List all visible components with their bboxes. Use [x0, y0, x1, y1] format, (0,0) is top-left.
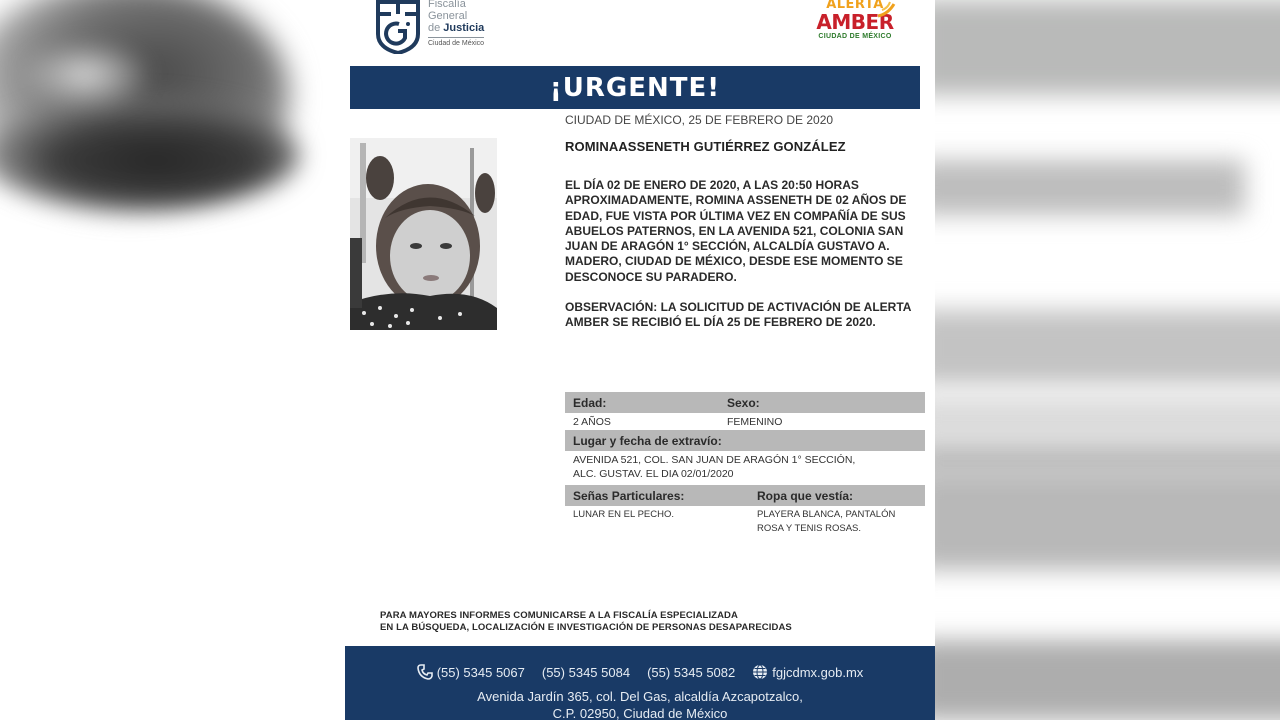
details-header-row: [565, 392, 925, 413]
place-label: Lugar y fecha de extravío:: [573, 433, 722, 448]
phone-number-3[interactable]: (55) 5345 5082: [647, 664, 736, 680]
amber-logo-middle: AMBER: [816, 10, 894, 34]
marks-header-row: [565, 485, 925, 506]
phone-icon: [417, 664, 433, 680]
phone-number-1[interactable]: (55) 5345 5067: [436, 664, 525, 680]
fgj-logo-line2: General: [428, 10, 468, 22]
missing-person-name: ROMINAASSENETH GUTIÉRREZ GONZÁLEZ: [565, 139, 846, 154]
marks-value: LUNAR EN EL PECHO.: [573, 509, 675, 520]
age-value: 2 AÑOS: [573, 415, 611, 428]
info-note: [380, 610, 792, 634]
dateline: CIUDAD DE MÉXICO, 25 DE FEBRERO DE 2020: [565, 113, 834, 127]
address: [345, 688, 935, 720]
marks-label: Señas Particulares:: [573, 488, 685, 503]
urgent-banner: [350, 66, 920, 109]
age-label: Edad:: [573, 395, 607, 410]
amber-logo-top: ALERTA: [826, 0, 884, 12]
sex-value: FEMENINO: [727, 415, 783, 428]
clothes-line1: PLAYERA BLANCA, PANTALÓN: [757, 509, 896, 520]
globe-icon: [752, 664, 768, 680]
phone-number-2[interactable]: (55) 5345 5084: [541, 664, 631, 680]
observation-paragraph: OBSERVACIÓN: LA SOLICITUD DE ACTIVACIÓN DE ALERTA AMBER SE RECIBIÓ EL DÍA 25 DE FEBRERO DE 2020.: [565, 300, 912, 330]
place-line2: ALC. GUSTAV. EL DIA 02/01/2020: [573, 468, 734, 480]
amber-swoosh-icon: [876, 0, 896, 18]
marks-value-row: [565, 506, 925, 536]
fgj-logo-city: Ciudad de México: [428, 37, 484, 48]
info-note-line1: PARA MAYORES INFORMES COMUNICARSE A LA FISCALÍA ESPECIALIZADA: [380, 610, 738, 621]
fgj-logo-line3-prefix: de: [428, 22, 444, 34]
contact-footer: [345, 646, 935, 720]
place-value: [565, 451, 925, 485]
details-value-row: [565, 413, 925, 430]
contact-row: [345, 664, 935, 680]
place-line1: AVENIDA 521, COL. SAN JUAN DE ARAGÓN 1° SECCIÓN,: [573, 454, 856, 466]
blurred-background-left: [0, 0, 345, 720]
urgent-banner-text: ¡URGENTE!: [549, 72, 721, 103]
fgj-logo-line1: Fiscalía: [428, 0, 466, 10]
missing-person-photo: [350, 138, 497, 330]
address-line1: Avenida Jardín 365, col. Del Gas, alcaldía Azcapotzalco,: [477, 689, 803, 704]
details-table: [565, 392, 925, 536]
clothes-line2: ROSA Y TENIS ROSAS.: [757, 523, 862, 534]
blurred-background-right: [935, 0, 1280, 720]
fgj-logo-line3-strong: Justicia: [443, 22, 485, 34]
sex-label: Sexo:: [727, 395, 760, 410]
fgj-logo: [375, 0, 484, 54]
place-header-row: [565, 430, 925, 451]
amber-alert-poster: [345, 0, 935, 720]
address-line2: C.P. 02950, Ciudad de México: [552, 706, 728, 720]
fgj-shield-icon: [375, 0, 421, 54]
description-paragraph: EL DÍA 02 DE ENERO DE 2020, A LAS 20:50 HORAS APROXIMADAMENTE, ROMINA ASSENETH DE 02 AÑOS DE EDAD, FUE VISTA POR ÚLTIMA VEZ EN COMPAÑÍA DE SUS ABUELOS PATERNOS, EN LA AVENIDA 521, COLONIA SAN JUAN DE ARAGÓN 1° SECCIÓN, ALCALDÍA GUSTAVO A. MADERO, CIUDAD DE MÉXICO, DESDE ESE MOMENTO SE DESCONOCE SU PARADERO.: [565, 178, 907, 284]
website-link[interactable]: fgjcdmx.gob.mx: [772, 664, 864, 680]
clothes-label: Ropa que vestía:: [757, 488, 854, 503]
amber-logo-bottom: CIUDAD DE MÉXICO: [818, 33, 892, 40]
info-note-line2: EN LA BÚSQUEDA, LOCALIZACIÓN E INVESTIGACIÓN DE PERSONAS DESAPARECIDAS: [380, 622, 792, 633]
amber-alert-logo: [810, 0, 900, 50]
